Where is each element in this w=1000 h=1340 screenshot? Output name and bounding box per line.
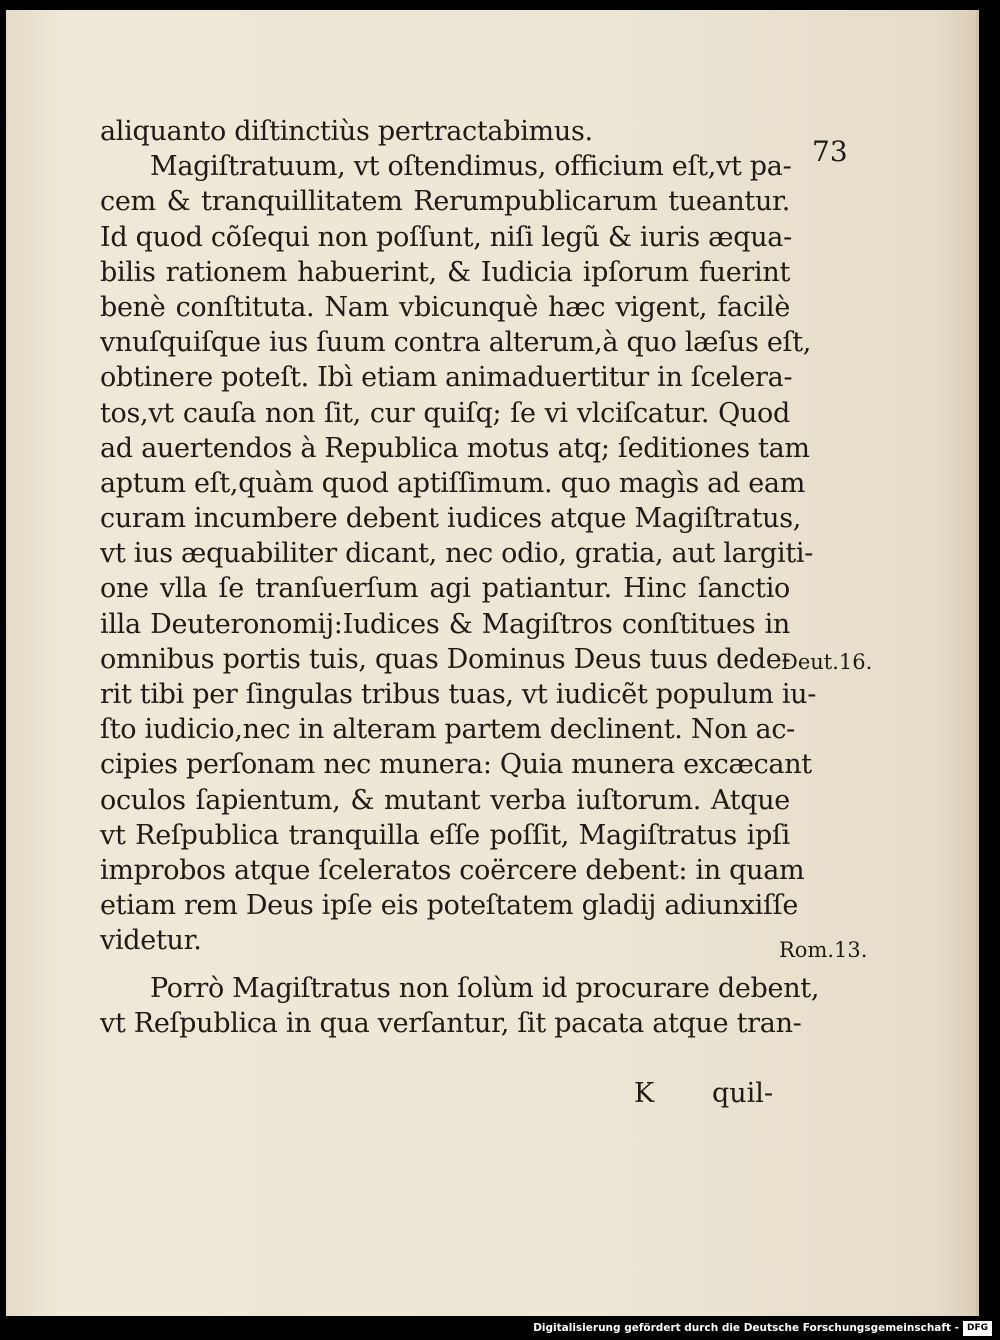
text-line: cem & tranquillitatem Rerumpublicarum tueantur. xyxy=(100,186,790,218)
text-line: ad auertendos à Republica motus atq; ſeditiones tam xyxy=(100,432,810,464)
text-line: oculos ſapientum, & mutant verba iuſtorum. Atque xyxy=(100,784,790,816)
signature-mark: K xyxy=(634,1078,655,1109)
page-number: 73 xyxy=(812,135,848,168)
text-line: omnibus portis tuis, quas Dominus Deus tuus dede- xyxy=(100,643,791,675)
text-line: aptum eſt,quàm quod aptiſſimum. quo magìs ad eam xyxy=(100,467,806,499)
footer-text: Digitalisierung gefördert durch die Deutsche Forschungsgemeinschaft - xyxy=(533,1322,959,1334)
text-line: vt ius æquabiliter dicant, nec odio, gratia, aut largiti- xyxy=(100,538,814,570)
text-line: curam incumbere debent iudices atque Magiſtratus, xyxy=(100,503,802,535)
footer-credit xyxy=(533,1320,992,1336)
catchword: quil- xyxy=(712,1078,774,1109)
text-line: Magiſtratuum, vt oſtendimus, officium eſt,vt pa- xyxy=(150,151,792,183)
text-line: aliquanto diſtinctiùs pertractabimus. xyxy=(100,116,593,147)
text-line: cipies perſonam nec munera: Quia munera excæcant xyxy=(100,749,812,781)
text-line: tos,vt cauſa non ſit, cur quiſq; ſe vi vlciſcatur. Quod xyxy=(100,397,790,429)
book-page xyxy=(6,10,979,1316)
text-line: improbos atque ſceleratos coërcere debent: in quam xyxy=(100,854,805,886)
text-line: illa Deuteronomij:Iudices & Magiſtros conſtitues in xyxy=(100,608,790,640)
main-text xyxy=(100,114,820,1041)
text-line: one vlla ſe tranſuerſum agi patiantur. Hinc ſanctio xyxy=(100,573,790,605)
text-line: benè conſtituta. Nam vbicunquè hæc vigent, facilè xyxy=(100,291,790,323)
margin-note-deut: Deut.16. xyxy=(781,650,873,674)
text-line: Id quod cõſequi non poſſunt, niſi legũ & iuris æqua- xyxy=(100,221,792,253)
dfg-logo: DFG xyxy=(963,1321,992,1336)
text-line: bilis rationem habuerint, & Iudicia ipſorum fuerint xyxy=(100,256,790,288)
text-line: ſto iudicio,nec in alteram partem declinent. Non ac- xyxy=(100,714,795,746)
margin-note-rom: Rom.13. xyxy=(779,938,868,962)
text-line: vt Reſpublica tranquilla eſſe poſſit, Magiſtratus ipſi xyxy=(100,819,790,851)
text-line: Porrò Magiſtratus non ſolùm id procurare debent, xyxy=(150,972,820,1004)
text-line: etiam rem Deus ipſe eis poteſtatem gladij adiunxiſſe xyxy=(100,890,799,922)
text-line: obtinere poteſt. Ibì etiam animaduertitur in ſcelera- xyxy=(100,362,793,394)
text-line: rit tibi per ſingulas tribus tuas, vt iudicẽt populum iu- xyxy=(100,679,817,710)
text-line: vt Reſpublica in qua verſantur, ſit pacata atque tran- xyxy=(100,1007,802,1039)
text-line: videtur. xyxy=(100,925,202,957)
text-line: vnuſquiſque ius ſuum contra alterum,à quo læſus eſt, xyxy=(100,327,812,359)
